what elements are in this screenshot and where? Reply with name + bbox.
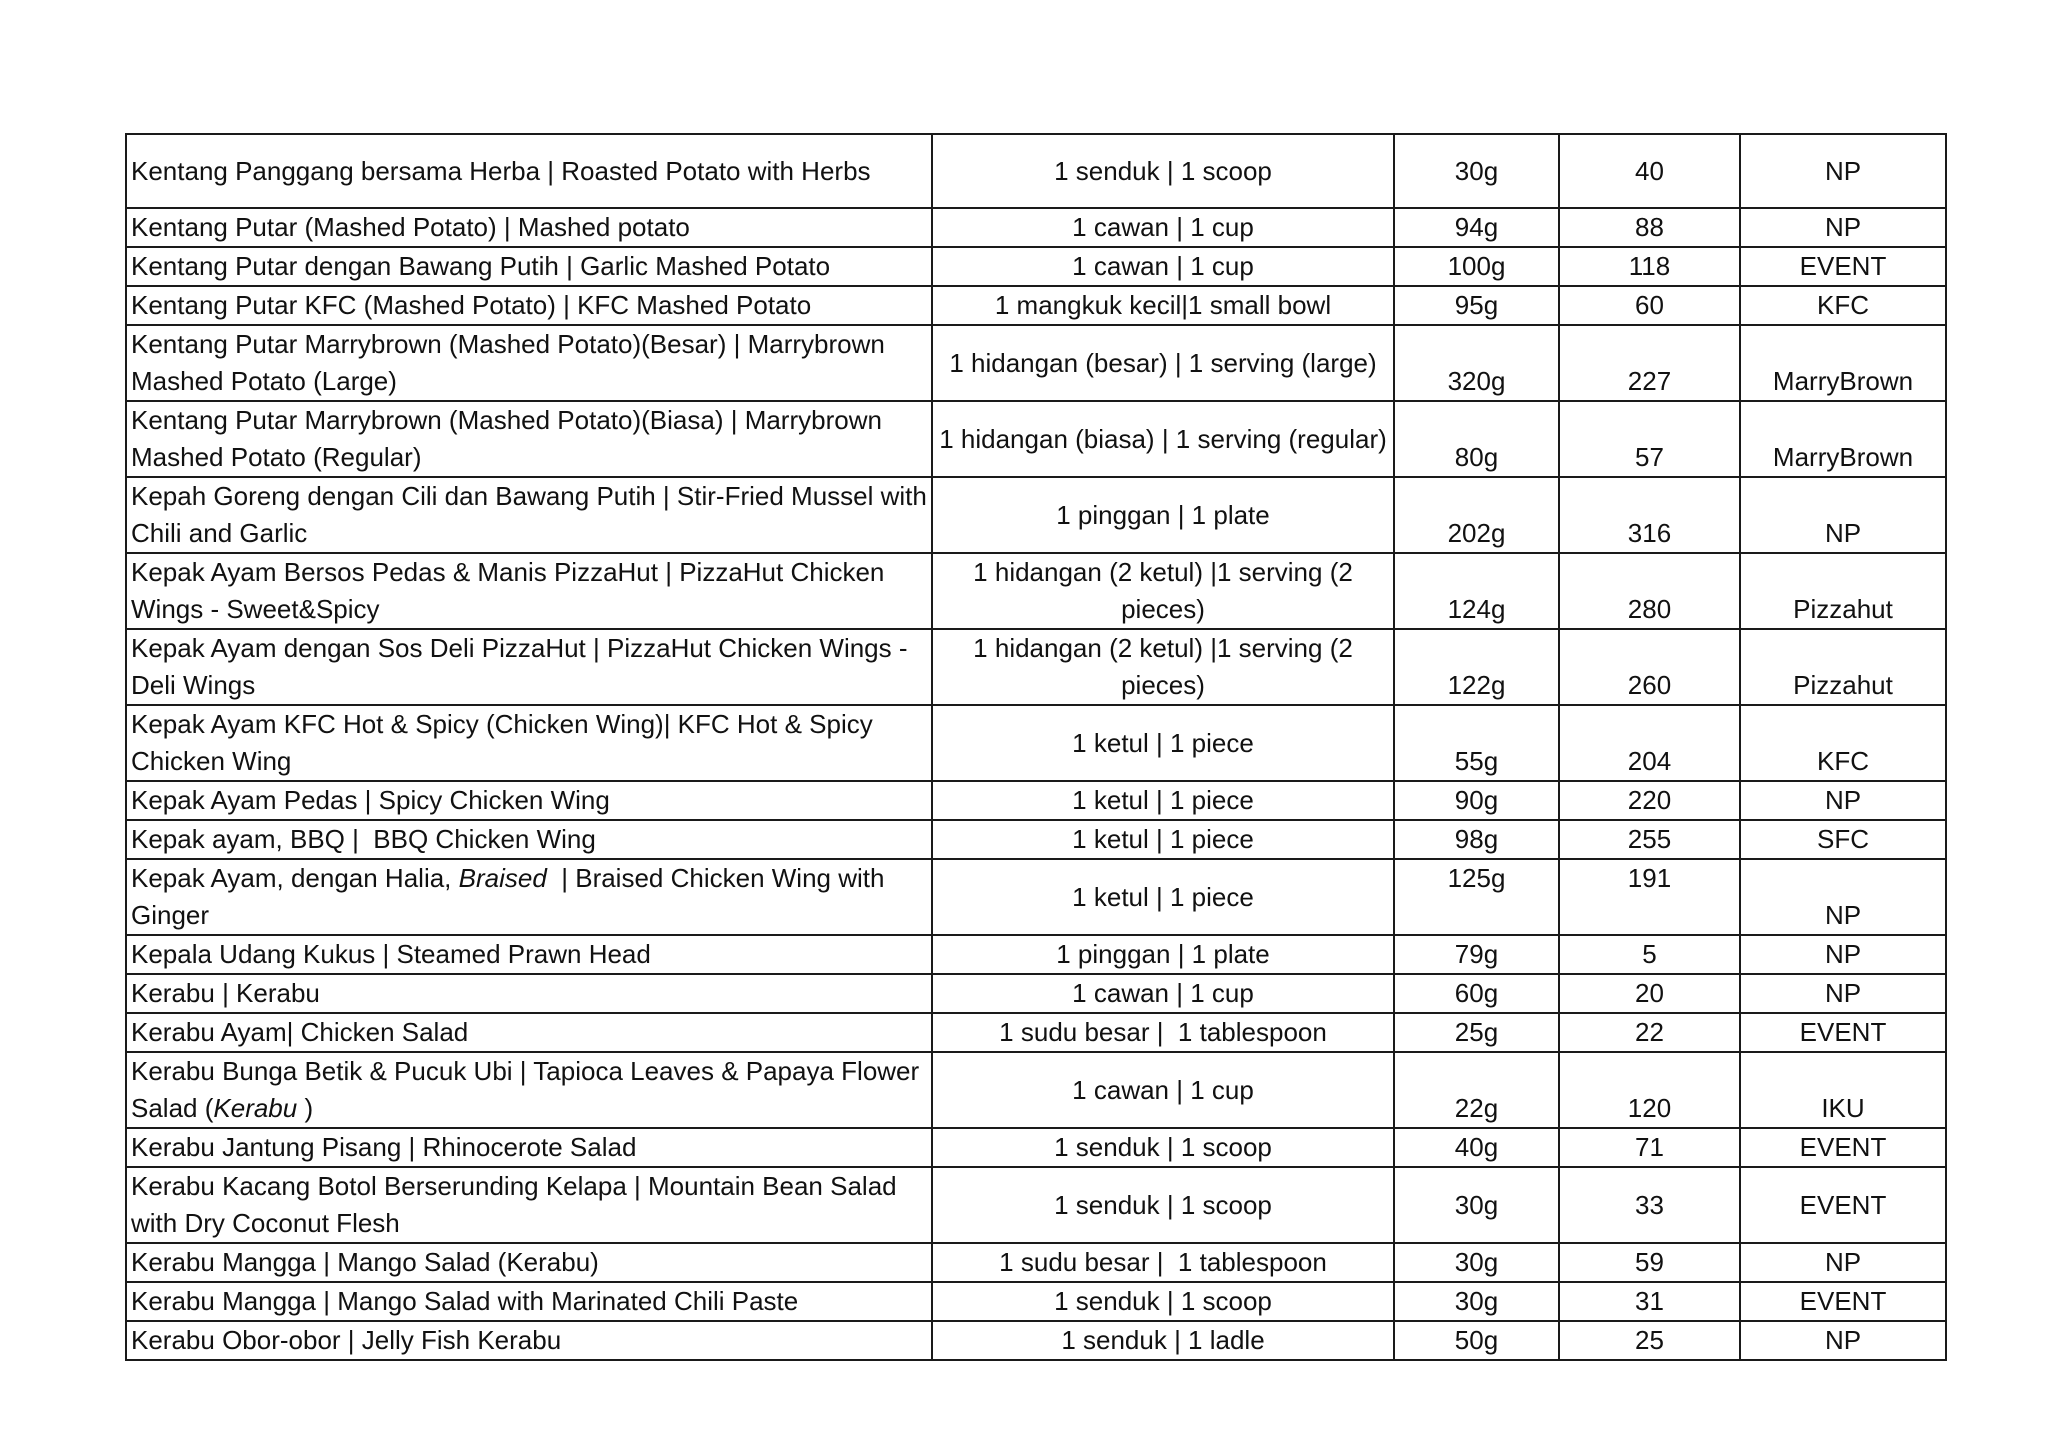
table-row: [126, 781, 1946, 820]
source-cell: EVENT: [1740, 1013, 1946, 1052]
food-name-cell: Kentang Putar KFC (Mashed Potato) | KFC Mashed Potato: [126, 286, 932, 325]
serving-size-cell: 1 senduk | 1 scoop: [932, 134, 1394, 208]
source-cell: NP: [1740, 208, 1946, 247]
weight-cell: 122g: [1394, 629, 1559, 705]
food-name-cell: Kerabu Kacang Botol Berserunding Kelapa | Mountain Bean Salad with Dry Coconut Flesh: [126, 1167, 932, 1243]
weight-cell: 125g: [1394, 859, 1559, 935]
source-cell: NP: [1740, 935, 1946, 974]
calories-cell: 5: [1559, 935, 1740, 974]
serving-size-cell: 1 sudu besar | 1 tablespoon: [932, 1013, 1394, 1052]
calories-cell: 118: [1559, 247, 1740, 286]
table-row: [126, 859, 1946, 935]
calories-cell: 220: [1559, 781, 1740, 820]
calories-cell: 280: [1559, 553, 1740, 629]
food-name-cell: Kentang Putar dengan Bawang Putih | Garlic Mashed Potato: [126, 247, 932, 286]
weight-cell: 95g: [1394, 286, 1559, 325]
serving-size-cell: 1 senduk | 1 ladle: [932, 1321, 1394, 1360]
source-cell: MarryBrown: [1740, 401, 1946, 477]
source-cell: NP: [1740, 134, 1946, 208]
calories-cell: 31: [1559, 1282, 1740, 1321]
weight-cell: 80g: [1394, 401, 1559, 477]
serving-size-cell: 1 hidangan (2 ketul) |1 serving (2 pieces): [932, 629, 1394, 705]
serving-size-cell: 1 mangkuk kecil|1 small bowl: [932, 286, 1394, 325]
calories-cell: 204: [1559, 705, 1740, 781]
serving-size-cell: 1 ketul | 1 piece: [932, 820, 1394, 859]
table-row: [126, 286, 1946, 325]
weight-cell: 25g: [1394, 1013, 1559, 1052]
food-name-text: Kerabu Bunga Betik & Pucuk Ubi | Tapioca Leaves & Papaya Flower Salad (: [131, 1056, 927, 1123]
weight-cell: 30g: [1394, 1243, 1559, 1282]
food-name-cell: Kentang Putar (Mashed Potato) | Mashed potato: [126, 208, 932, 247]
serving-size-cell: 1 senduk | 1 scoop: [932, 1167, 1394, 1243]
calories-cell: 316: [1559, 477, 1740, 553]
table-row: [126, 935, 1946, 974]
food-name-text: Kepak Ayam, dengan Halia,: [131, 863, 459, 893]
food-name-cell: Kepak Ayam dengan Sos Deli PizzaHut | PizzaHut Chicken Wings - Deli Wings: [126, 629, 932, 705]
table-row: [126, 1167, 1946, 1243]
weight-cell: 100g: [1394, 247, 1559, 286]
table-row: [126, 325, 1946, 401]
weight-cell: 79g: [1394, 935, 1559, 974]
source-cell: EVENT: [1740, 1282, 1946, 1321]
serving-size-cell: 1 senduk | 1 scoop: [932, 1128, 1394, 1167]
calories-cell: 191: [1559, 859, 1740, 935]
calories-cell: 20: [1559, 974, 1740, 1013]
food-name-italic: Braised: [458, 863, 547, 893]
calories-cell: 255: [1559, 820, 1740, 859]
food-name-cell: Kentang Panggang bersama Herba | Roasted Potato with Herbs: [126, 134, 932, 208]
serving-size-cell: 1 hidangan (besar) | 1 serving (large): [932, 325, 1394, 401]
calories-cell: 120: [1559, 1052, 1740, 1128]
weight-cell: 320g: [1394, 325, 1559, 401]
source-cell: NP: [1740, 859, 1946, 935]
calories-cell: 227: [1559, 325, 1740, 401]
table-row: [126, 1013, 1946, 1052]
calories-cell: 71: [1559, 1128, 1740, 1167]
table-row: [126, 1052, 1946, 1128]
table-body: [126, 134, 1946, 1360]
source-cell: IKU: [1740, 1052, 1946, 1128]
food-name-cell: Kerabu Jantung Pisang | Rhinocerote Salad: [126, 1128, 932, 1167]
food-name-cell: Kepak Ayam Pedas | Spicy Chicken Wing: [126, 781, 932, 820]
weight-cell: 94g: [1394, 208, 1559, 247]
serving-size-cell: 1 sudu besar | 1 tablespoon: [932, 1243, 1394, 1282]
serving-size-cell: 1 cawan | 1 cup: [932, 208, 1394, 247]
source-cell: NP: [1740, 781, 1946, 820]
weight-cell: 202g: [1394, 477, 1559, 553]
weight-cell: 22g: [1394, 1052, 1559, 1128]
food-name-cell: [126, 859, 932, 935]
calories-cell: 33: [1559, 1167, 1740, 1243]
weight-cell: 124g: [1394, 553, 1559, 629]
food-name-cell: Kepak ayam, BBQ | BBQ Chicken Wing: [126, 820, 932, 859]
serving-size-cell: 1 ketul | 1 piece: [932, 705, 1394, 781]
food-name-cell: Kepala Udang Kukus | Steamed Prawn Head: [126, 935, 932, 974]
table-row: [126, 629, 1946, 705]
calories-cell: 59: [1559, 1243, 1740, 1282]
serving-size-cell: 1 ketul | 1 piece: [932, 781, 1394, 820]
weight-cell: 90g: [1394, 781, 1559, 820]
weight-cell: 50g: [1394, 1321, 1559, 1360]
serving-size-cell: 1 hidangan (biasa) | 1 serving (regular): [932, 401, 1394, 477]
serving-size-cell: 1 senduk | 1 scoop: [932, 1282, 1394, 1321]
table-row: [126, 1128, 1946, 1167]
calories-cell: 22: [1559, 1013, 1740, 1052]
table-row: [126, 134, 1946, 208]
calories-cell: 57: [1559, 401, 1740, 477]
serving-size-cell: 1 ketul | 1 piece: [932, 859, 1394, 935]
food-name-cell: Kerabu | Kerabu: [126, 974, 932, 1013]
table-row: [126, 208, 1946, 247]
serving-size-cell: 1 pinggan | 1 plate: [932, 477, 1394, 553]
calories-cell: 88: [1559, 208, 1740, 247]
table-row: [126, 974, 1946, 1013]
table-row: [126, 553, 1946, 629]
table-row: [126, 1243, 1946, 1282]
weight-cell: 30g: [1394, 1167, 1559, 1243]
food-name-cell: Kerabu Mangga | Mango Salad with Marinated Chili Paste: [126, 1282, 932, 1321]
source-cell: NP: [1740, 1321, 1946, 1360]
table-row: [126, 247, 1946, 286]
source-cell: MarryBrown: [1740, 325, 1946, 401]
table-row: [126, 1321, 1946, 1360]
source-cell: Pizzahut: [1740, 629, 1946, 705]
weight-cell: 60g: [1394, 974, 1559, 1013]
calories-cell: 260: [1559, 629, 1740, 705]
serving-size-cell: 1 hidangan (2 ketul) |1 serving (2 pieces): [932, 553, 1394, 629]
table-row: [126, 820, 1946, 859]
food-name-text: | Braised Chicken Wing with Ginger: [131, 863, 892, 930]
weight-cell: 98g: [1394, 820, 1559, 859]
source-cell: Pizzahut: [1740, 553, 1946, 629]
table-row: [126, 1282, 1946, 1321]
source-cell: EVENT: [1740, 247, 1946, 286]
food-name-cell: Kerabu Mangga | Mango Salad (Kerabu): [126, 1243, 932, 1282]
table-row: [126, 705, 1946, 781]
weight-cell: 55g: [1394, 705, 1559, 781]
weight-cell: 30g: [1394, 1282, 1559, 1321]
food-name-cell: Kepak Ayam KFC Hot & Spicy (Chicken Wing)| KFC Hot & Spicy Chicken Wing: [126, 705, 932, 781]
source-cell: SFC: [1740, 820, 1946, 859]
food-name-italic: Kerabu: [213, 1093, 298, 1123]
source-cell: NP: [1740, 477, 1946, 553]
source-cell: KFC: [1740, 286, 1946, 325]
food-name-cell: Kerabu Obor-obor | Jelly Fish Kerabu: [126, 1321, 932, 1360]
serving-size-cell: 1 cawan | 1 cup: [932, 1052, 1394, 1128]
calories-cell: 60: [1559, 286, 1740, 325]
serving-size-cell: 1 cawan | 1 cup: [932, 974, 1394, 1013]
food-name-text: ): [297, 1093, 314, 1123]
food-name-cell: Kepak Ayam Bersos Pedas & Manis PizzaHut | PizzaHut Chicken Wings - Sweet&Spicy: [126, 553, 932, 629]
food-name-cell: [126, 1052, 932, 1128]
food-name-cell: Kentang Putar Marrybrown (Mashed Potato)(Besar) | Marrybrown Mashed Potato (Large): [126, 325, 932, 401]
source-cell: EVENT: [1740, 1167, 1946, 1243]
weight-cell: 30g: [1394, 134, 1559, 208]
table-row: [126, 401, 1946, 477]
source-cell: KFC: [1740, 705, 1946, 781]
source-cell: EVENT: [1740, 1128, 1946, 1167]
food-name-cell: Kepah Goreng dengan Cili dan Bawang Putih | Stir-Fried Mussel with Chili and Garlic: [126, 477, 932, 553]
serving-size-cell: 1 pinggan | 1 plate: [932, 935, 1394, 974]
calories-cell: 40: [1559, 134, 1740, 208]
food-nutrition-table: [125, 133, 1947, 1361]
table-row: [126, 477, 1946, 553]
calories-cell: 25: [1559, 1321, 1740, 1360]
food-name-cell: Kentang Putar Marrybrown (Mashed Potato)(Biasa) | Marrybrown Mashed Potato (Regular): [126, 401, 932, 477]
weight-cell: 40g: [1394, 1128, 1559, 1167]
food-name-cell: Kerabu Ayam| Chicken Salad: [126, 1013, 932, 1052]
source-cell: NP: [1740, 974, 1946, 1013]
serving-size-cell: 1 cawan | 1 cup: [932, 247, 1394, 286]
source-cell: NP: [1740, 1243, 1946, 1282]
